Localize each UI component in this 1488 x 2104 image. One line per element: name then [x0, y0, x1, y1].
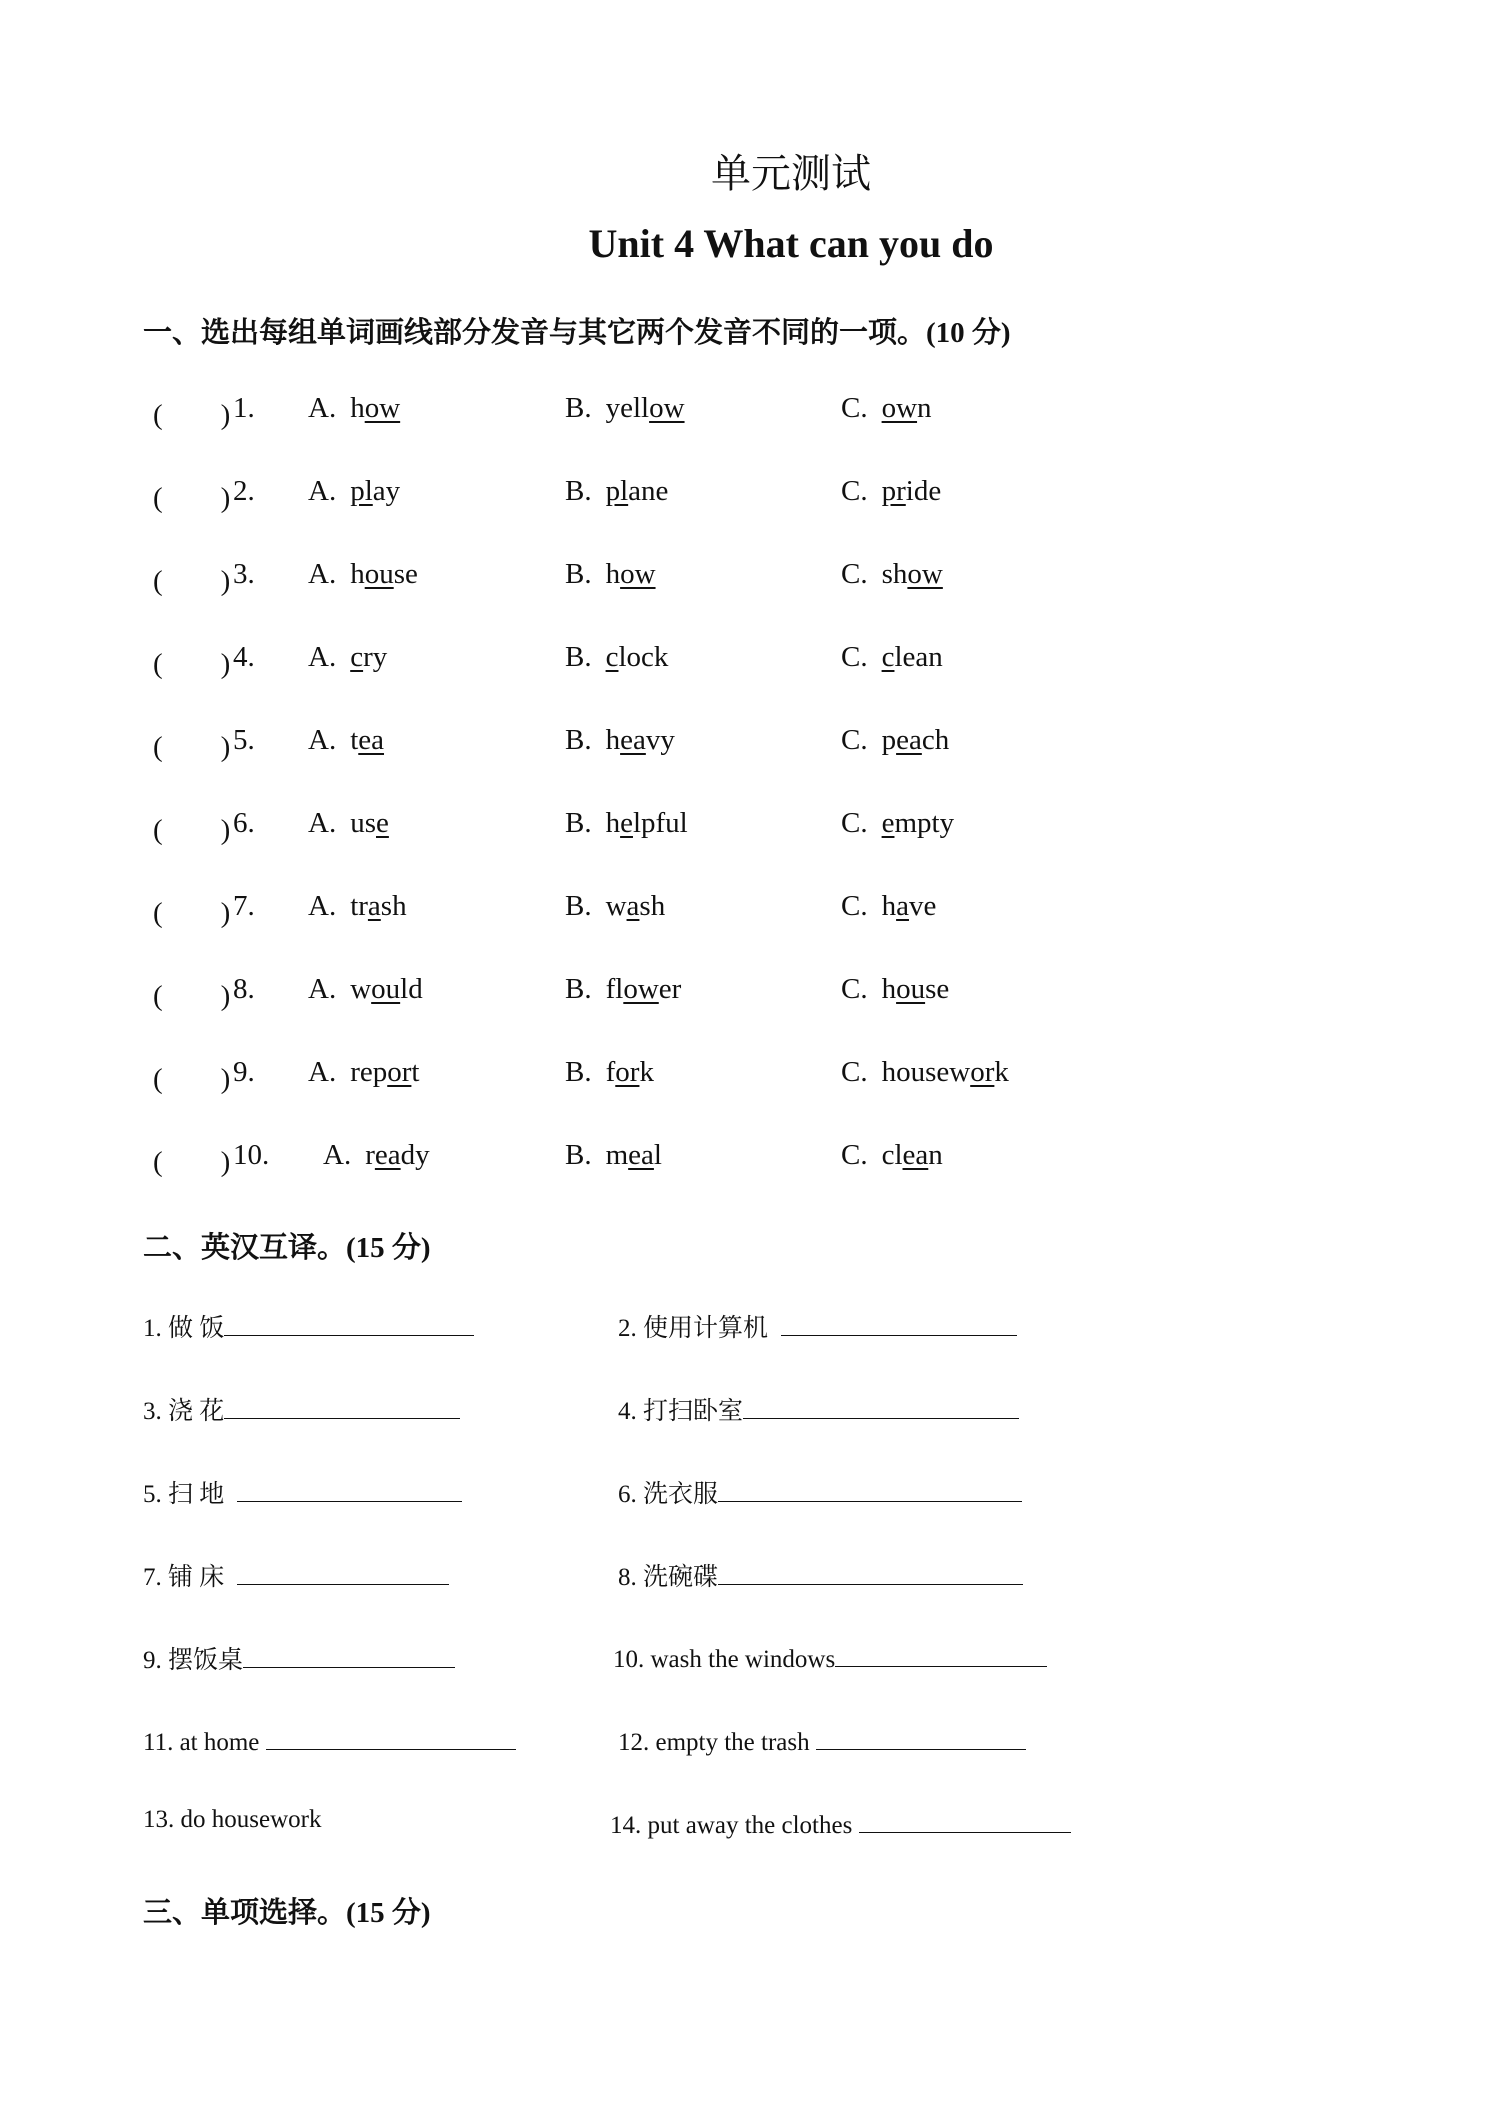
word-part: ch [921, 724, 950, 756]
option-label: A. [323, 1139, 352, 1171]
answer-blank[interactable] [718, 1475, 1022, 1502]
answer-parentheses[interactable]: ( ) [153, 814, 231, 846]
underlined-letters: pl [350, 475, 373, 507]
word-part: lpful [632, 807, 688, 839]
underlined-letters: ou [364, 558, 394, 590]
word-part: h [350, 558, 365, 590]
option-c [841, 558, 943, 591]
translation-prompt: 7. 铺 床 [143, 1564, 225, 1591]
option-b [565, 1139, 662, 1172]
answer-blank[interactable] [237, 1558, 449, 1585]
option-a [308, 641, 387, 674]
option-label: A. [308, 1056, 337, 1088]
option-label: B. [565, 890, 592, 922]
word-part: ry [363, 641, 388, 673]
word-part: se [393, 558, 418, 590]
underlined-letters: ea [620, 724, 646, 756]
option-label: C. [841, 1139, 868, 1171]
question-number: 5. [233, 724, 255, 756]
word-part: l [653, 1139, 662, 1171]
option-b [565, 641, 668, 674]
translation-prompt: 1. 做 饭 [143, 1315, 225, 1342]
word-part: cl [881, 1139, 903, 1171]
translation-item-4 [618, 1391, 1019, 1427]
answer-parentheses[interactable]: ( ) [153, 897, 231, 929]
word-part: ay [372, 475, 401, 507]
answer-blank[interactable] [237, 1475, 462, 1502]
option-c [841, 807, 954, 840]
word-part: lean [894, 641, 943, 673]
word-part: mpty [894, 807, 955, 839]
option-c [841, 1056, 1009, 1089]
translation-item-5 [143, 1474, 462, 1510]
answer-blank[interactable] [816, 1723, 1026, 1750]
option-label: B. [565, 724, 592, 756]
word-part: k [639, 1056, 654, 1088]
option-label: A. [308, 890, 337, 922]
answer-blank[interactable] [224, 1309, 474, 1336]
word-part: h [605, 558, 621, 590]
underlined-letters: ow [907, 558, 943, 590]
option-label: C. [841, 392, 868, 424]
word-part: k [994, 1056, 1009, 1088]
underlined-letters: or [615, 1056, 640, 1088]
translation-item-6 [618, 1474, 1022, 1510]
option-label: C. [841, 475, 868, 507]
word-part: h [881, 890, 897, 922]
word-part: vy [645, 724, 675, 756]
option-label: C. [841, 558, 868, 590]
option-c [841, 392, 932, 425]
underlined-letters: ow [649, 392, 685, 424]
option-label: B. [565, 807, 592, 839]
translation-item-12 [618, 1723, 1026, 1757]
word-part: ide [905, 475, 942, 507]
option-label: C. [841, 890, 868, 922]
option-a [308, 890, 407, 923]
underlined-letters: e [376, 807, 389, 839]
underlined-letters: ow [881, 392, 918, 424]
translation-prompt: 9. 摆饭桌 [143, 1647, 244, 1674]
word-part: h [350, 392, 365, 424]
section-3-heading: 三、单项选择。(15 分) [143, 1897, 431, 1929]
option-a [308, 724, 384, 757]
word-part: n [928, 1139, 943, 1171]
answer-parentheses[interactable]: ( ) [153, 1146, 231, 1178]
underlined-letters: e [881, 807, 895, 839]
translation-prompt: 14. put away the clothes [610, 1812, 853, 1839]
underlined-letters: ea [374, 1139, 401, 1171]
word-part: w [605, 890, 627, 922]
word-part: ane [628, 475, 669, 507]
option-label: B. [565, 973, 592, 1005]
option-label: C. [841, 973, 868, 1005]
option-label: B. [565, 558, 592, 590]
translation-item-11 [143, 1723, 516, 1757]
word-part: yell [605, 392, 650, 424]
word-part: fl [605, 973, 624, 1005]
translation-item-9 [143, 1640, 455, 1676]
word-part: h [605, 807, 621, 839]
answer-parentheses[interactable]: ( ) [153, 980, 231, 1012]
word-part: tr [350, 890, 368, 922]
word-part: ld [400, 973, 423, 1005]
word-part: se [925, 973, 950, 1005]
underlined-letters: ou [371, 973, 401, 1005]
option-b [565, 1056, 654, 1089]
word-part: housew [881, 1056, 971, 1088]
option-label: C. [841, 1056, 868, 1088]
option-c [841, 1139, 943, 1172]
option-label: B. [565, 641, 592, 673]
answer-blank[interactable] [743, 1392, 1019, 1419]
word-part: m [605, 1139, 629, 1171]
translation-prompt: 11. at home [143, 1729, 260, 1756]
underlined-letters: ea [358, 724, 385, 756]
translation-prompt: 4. 打扫卧室 [618, 1398, 744, 1425]
word-part: t [350, 724, 359, 756]
option-label: C. [841, 724, 868, 756]
translation-prompt: 12. empty the trash [618, 1729, 810, 1756]
word-part: dy [400, 1139, 430, 1171]
option-c [841, 724, 949, 757]
section-2-heading: 二、英汉互译。(15 分) [143, 1232, 431, 1264]
translation-item-2 [618, 1308, 1017, 1344]
option-a [308, 475, 400, 508]
page-title-english: Unit 4 What can you do [588, 221, 994, 266]
answer-blank[interactable] [224, 1392, 460, 1419]
option-a [308, 558, 418, 591]
word-part: lock [618, 641, 669, 673]
answer-parentheses[interactable]: ( ) [153, 399, 231, 431]
translation-item-1 [143, 1308, 474, 1344]
underlined-letters: a [367, 890, 381, 922]
translation-item-7 [143, 1557, 449, 1593]
underlined-letters: pl [605, 475, 629, 507]
translation-item-3 [143, 1391, 460, 1427]
option-label: A. [308, 641, 337, 673]
option-label: B. [565, 1139, 592, 1171]
underlined-letters: ou [896, 973, 926, 1005]
option-label: C. [841, 641, 868, 673]
word-part: sh [380, 890, 407, 922]
translation-prompt: 13. do housework [143, 1806, 322, 1833]
underlined-letters: c [881, 641, 895, 673]
page-title-chinese: 单元测试 [711, 151, 871, 196]
answer-blank[interactable] [718, 1558, 1023, 1585]
word-part: h [881, 973, 897, 1005]
translation-item-14 [610, 1806, 1071, 1840]
question-number: 4. [233, 641, 255, 673]
translation-prompt: 3. 浇 花 [143, 1398, 225, 1425]
translation-prompt: 8. 洗碗碟 [618, 1564, 719, 1591]
question-number: 3. [233, 558, 255, 590]
option-label: A. [308, 392, 337, 424]
underlined-letters: pr [881, 475, 906, 507]
word-part: er [658, 973, 682, 1005]
translation-item-13 [143, 1806, 321, 1834]
question-number: 2. [233, 475, 255, 507]
word-part: w [350, 973, 372, 1005]
word-part: r [365, 1139, 375, 1171]
option-a [308, 392, 400, 425]
option-label: A. [308, 475, 337, 507]
option-b [565, 558, 656, 591]
option-a [308, 1056, 419, 1089]
underlined-letters: ow [620, 558, 656, 590]
translation-item-10 [613, 1640, 1047, 1674]
answer-parentheses[interactable]: ( ) [153, 648, 231, 680]
underlined-letters: or [970, 1056, 995, 1088]
word-part: us [350, 807, 376, 839]
answer-parentheses[interactable]: ( ) [153, 565, 231, 597]
answer-parentheses[interactable]: ( ) [153, 731, 231, 763]
answer-blank[interactable] [781, 1309, 1017, 1336]
answer-blank[interactable] [243, 1641, 455, 1668]
option-label: B. [565, 392, 592, 424]
question-number: 9. [233, 1056, 255, 1088]
word-part: p [881, 724, 897, 756]
underlined-letters: a [626, 890, 640, 922]
question-number: 1. [233, 392, 255, 424]
option-b [565, 890, 665, 923]
option-a [308, 807, 389, 840]
option-c [841, 641, 943, 674]
word-part: sh [639, 890, 666, 922]
translation-item-8 [618, 1557, 1023, 1593]
question-number: 7. [233, 890, 255, 922]
question-number: 6. [233, 807, 255, 839]
word-part: sh [881, 558, 908, 590]
question-number: 10. [233, 1139, 270, 1171]
option-label: C. [841, 807, 868, 839]
option-b [565, 724, 675, 757]
underlined-letters: ow [364, 392, 401, 424]
option-c [841, 890, 936, 923]
option-label: A. [308, 807, 337, 839]
word-part: h [605, 724, 621, 756]
question-number: 8. [233, 973, 255, 1005]
section-1-heading: 一、选出每组单词画线部分发音与其它两个发音不同的一项。(10 分) [143, 317, 1011, 349]
option-b [565, 973, 681, 1006]
word-part: t [411, 1056, 420, 1088]
option-label: A. [308, 724, 337, 756]
answer-parentheses[interactable]: ( ) [153, 1063, 231, 1095]
option-label: B. [565, 475, 592, 507]
option-label: A. [308, 973, 337, 1005]
option-label: B. [565, 1056, 592, 1088]
translation-prompt: 5. 扫 地 [143, 1481, 225, 1508]
underlined-letters: or [387, 1056, 412, 1088]
underlined-letters: a [896, 890, 909, 922]
option-a [323, 1139, 430, 1172]
underlined-letters: ow [623, 973, 659, 1005]
word-part: rep [350, 1056, 388, 1088]
answer-parentheses[interactable]: ( ) [153, 482, 231, 514]
translation-prompt: 6. 洗衣服 [618, 1481, 719, 1508]
option-label: A. [308, 558, 337, 590]
option-a [308, 973, 423, 1006]
answer-blank[interactable] [266, 1723, 516, 1750]
option-c [841, 475, 941, 508]
option-b [565, 807, 688, 840]
answer-blank[interactable] [859, 1806, 1071, 1833]
option-c [841, 973, 949, 1006]
underlined-letters: e [620, 807, 633, 839]
answer-blank[interactable] [835, 1640, 1047, 1667]
word-part: n [917, 392, 932, 424]
translation-prompt: 2. 使用计算机 [618, 1315, 769, 1342]
underlined-letters: c [350, 641, 364, 673]
option-b [565, 392, 685, 425]
word-part: f [605, 1056, 616, 1088]
underlined-letters: ea [902, 1139, 929, 1171]
underlined-letters: ea [896, 724, 922, 756]
translation-prompt: 10. wash the windows [613, 1646, 836, 1673]
underlined-letters: c [605, 641, 619, 673]
underlined-letters: ea [628, 1139, 654, 1171]
word-part: ve [908, 890, 937, 922]
option-b [565, 475, 668, 508]
